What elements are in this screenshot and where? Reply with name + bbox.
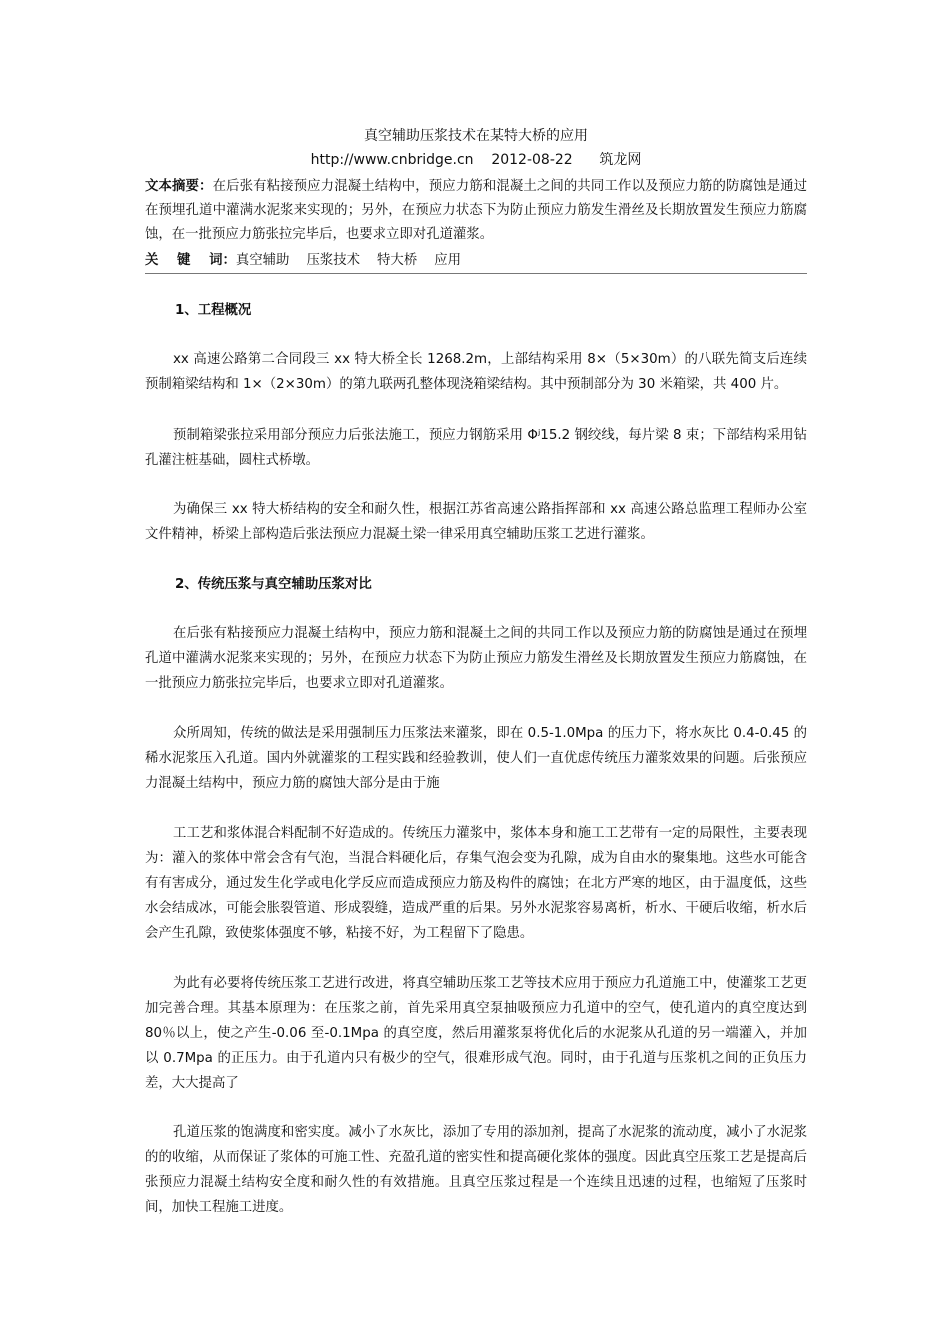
paragraph-text: xx 高速公路第二合同段三 xx 特大桥全长 1268.2m，上部结构采用 8×（5×30m）的八联先简支后连续预制箱梁结构和 1×（2×30m）的第九联两孔整体现浇箱梁结构。其中预制部分为 30 米箱梁，共 400 片。: [145, 352, 807, 392]
divider: [145, 273, 807, 274]
paragraph-text: 为确保三 xx 特大桥结构的安全和耐久性，根据江苏省高速公路指挥部和 xx 高速公路总监理工程师办公室文件精神，桥梁上部构造后张法预应力混凝土梁一律采用真空辅助压浆工艺进行灌浆。: [145, 502, 807, 542]
section-heading-1: 1、工程概况: [175, 303, 252, 318]
paragraph: [145, 721, 807, 796]
paragraph: [145, 1120, 807, 1220]
article-meta: http://www.cnbridge.cn 2012-08-22 筑龙网: [310, 152, 642, 168]
paragraph-text: 工工艺和浆体混合料配制不好造成的。传统压力灌浆中，浆体本身和施工工艺带有一定的局限性，主要表现为：灌入的浆体中常会含有气泡，当混合料硬化后，存集气泡会变为孔隙，成为自由水的聚集地。这些水可能含有有害成分，通过发生化学或电化学反应而造成预应力筋及构件的腐蚀；在北方严寒的地区，由于温度低，这些水会结成冰，可能会胀裂管道、形成裂缝，造成严重的后果。另外水泥浆容易离析，析水、干硬后收缩，析水后会产生孔隙，致使浆体强度不够，粘接不好，为工程留下了隐患。: [145, 826, 807, 941]
abstract-text: 在后张有粘接预应力混凝土结构中，预应力筋和混凝土之间的共同工作以及预应力筋的防腐蚀是通过在预埋孔道中灌满水泥浆来实现的；另外，在预应力状态下为防止预应力筋发生滑丝及长期放置发生预应力筋腐蚀，在一批预应力筋张拉完毕后，也要求立即对孔道灌浆。: [145, 179, 808, 242]
paragraph: [145, 423, 807, 473]
paragraph: [145, 621, 807, 696]
paragraph-text: 为此有必要将传统压浆工艺进行改进，将真空辅助压浆工艺等技术应用于预应力孔道施工中，使灌浆工艺更加完善合理。其基本原理为：在压浆之前，首先采用真空泵抽吸预应力孔道中的空气，使孔道内的真空度达到 80％以上，使之产生-0.06 至-0.1Mpa 的真空度，然后用灌浆泵将优化后的水泥浆从孔道的另一端灌入，并加以 0.7Mpa 的正压力。由于孔道内只有极少的空气，很难形成气泡。同时，由于孔道与压浆机之间的正负压力差，大大提高了: [145, 976, 807, 1091]
paragraph: [145, 347, 807, 397]
keywords-label: 关 键 词：: [145, 253, 236, 268]
paragraph-text: 预制箱梁张拉采用部分预应力后张法施工，预应力钢筋采用 Φʲ15.2 钢绞线，每片梁 8 束；下部结构采用钻孔灌注桩基础，圆柱式桥墩。: [145, 428, 807, 468]
paragraph: [145, 497, 807, 547]
paragraph: [145, 821, 807, 946]
paragraph-text: 孔道压浆的饱满度和密实度。减小了水灰比，添加了专用的添加剂，提高了水泥浆的流动度，减小了水泥浆的的收缩，从而保证了浆体的可施工性、充盈孔道的密实性和提高硬化浆体的强度。因此真空压浆工艺是提高后张预应力混凝土结构安全度和耐久性的有效措施。且真空压浆过程是一个连续且迅速的过程，也缩短了压浆时间，加快工程施工进度。: [145, 1125, 807, 1215]
article-title: 真空辅助压浆技术在某特大桥的应用: [364, 128, 588, 144]
keywords-text: 真空辅助 压浆技术 特大桥 应用: [235, 253, 462, 268]
abstract-label: 文本摘要：: [145, 179, 213, 194]
paragraph-text: 众所周知，传统的做法是采用强制压力压浆法来灌浆，即在 0.5-1.0Mpa 的压力下，将水灰比 0.4-0.45 的稀水泥浆压入孔道。国内外就灌浆的工程实践和经验教训，使人们一直优虑传统压力灌浆效果的问题。后张预应力混凝土结构中，预应力筋的腐蚀大部分是由于施: [145, 726, 807, 791]
abstract: [145, 175, 807, 247]
paragraph: [145, 971, 807, 1096]
keywords: [145, 250, 807, 272]
section-heading-2: 2、传统压浆与真空辅助压浆对比: [175, 577, 372, 592]
paragraph-text: 在后张有粘接预应力混凝土结构中，预应力筋和混凝土之间的共同工作以及预应力筋的防腐蚀是通过在预埋孔道中灌满水泥浆来实现的；另外，在预应力状态下为防止预应力筋发生滑丝及长期放置发生预应力筋腐蚀，在一批预应力筋张拉完毕后，也要求立即对孔道灌浆。: [145, 626, 807, 691]
